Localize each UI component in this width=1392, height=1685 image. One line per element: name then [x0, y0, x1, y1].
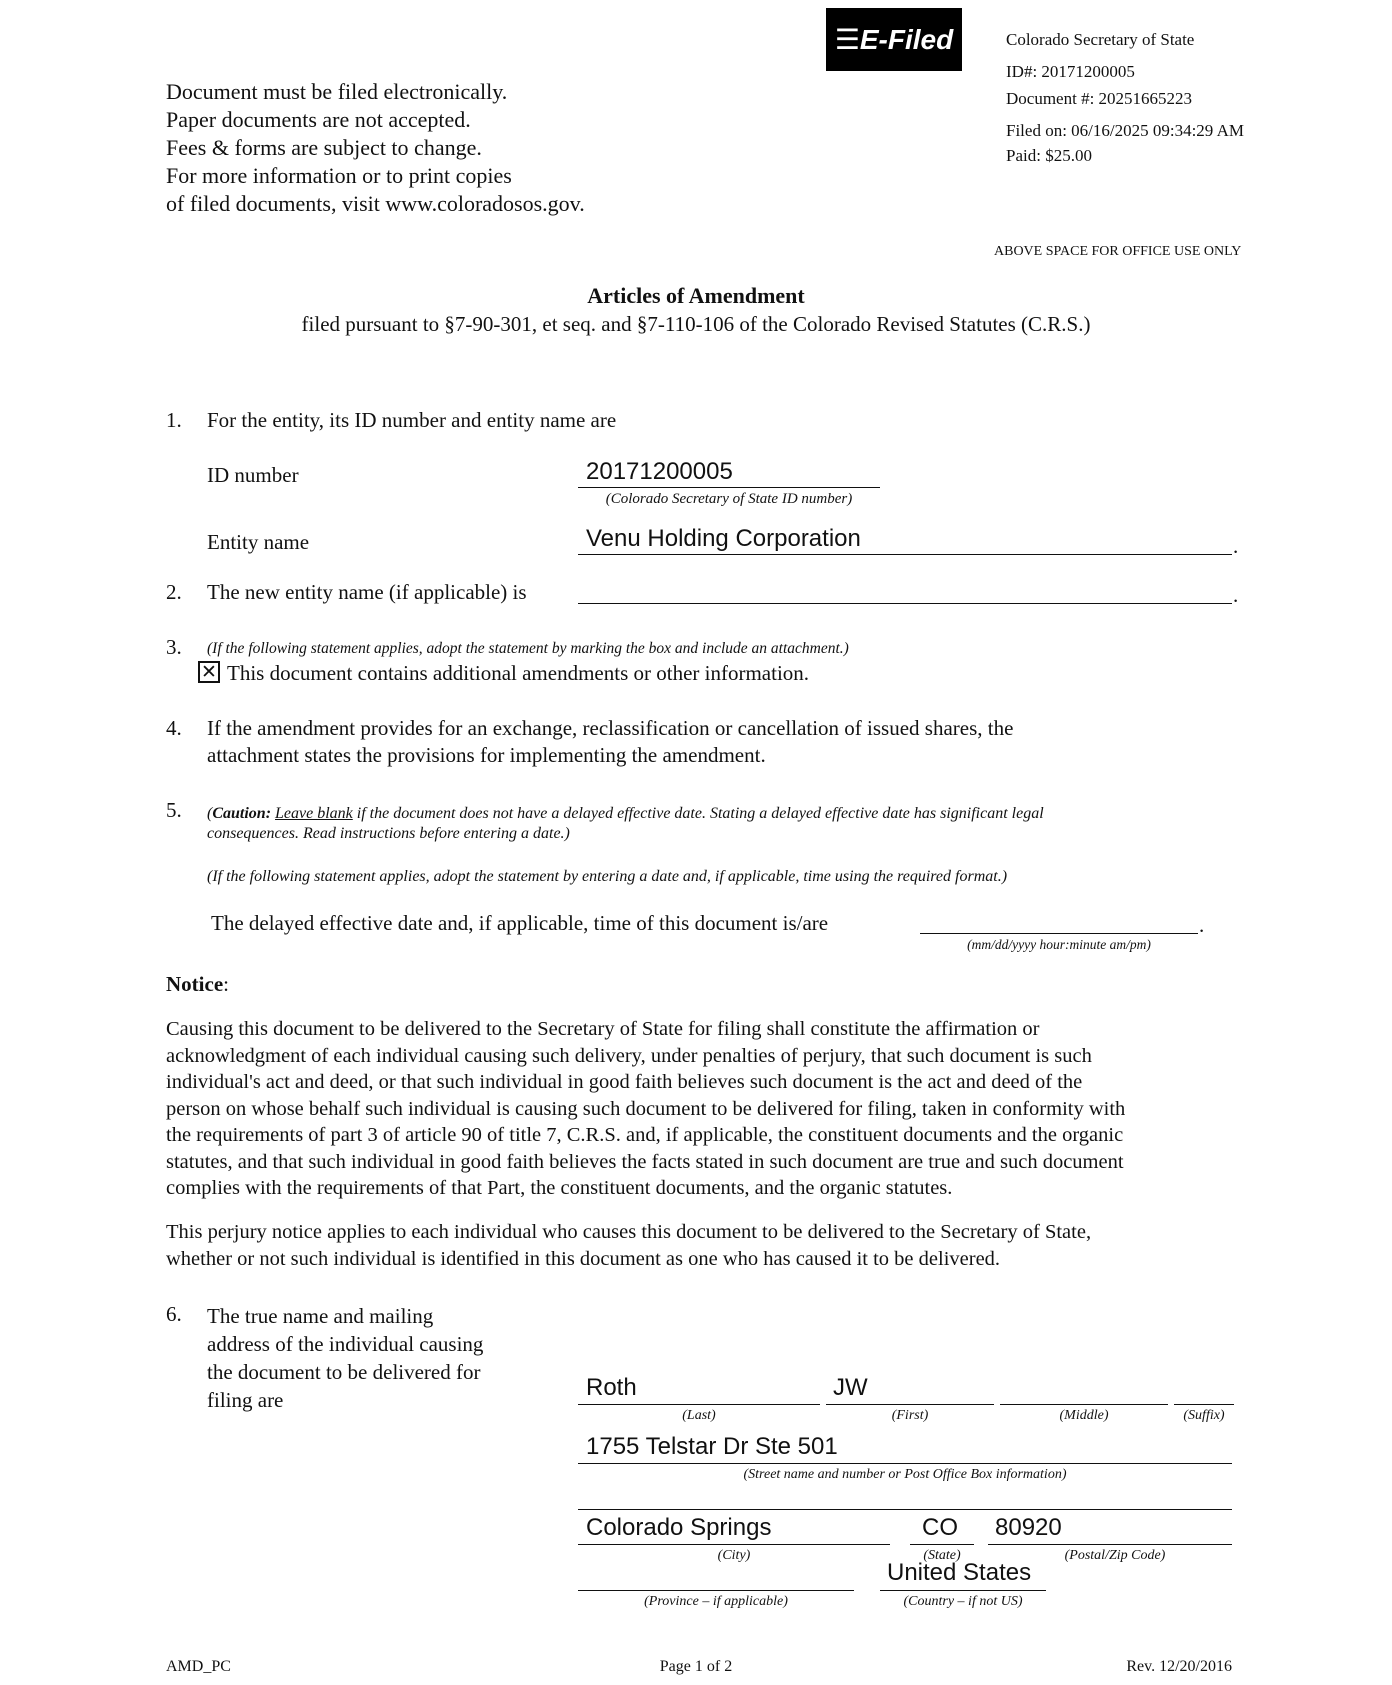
zip-caption: (Postal/Zip Code): [1064, 1548, 1166, 1563]
first-caption: (First): [891, 1408, 929, 1423]
item-6-number: 6.: [166, 1302, 182, 1326]
notice-line: the requirements of part 3 of article 90 of title 7, C.R.S. and, if applicable, the constituent documents and the organic: [166, 1124, 1124, 1146]
revision-date: Rev. 12/20/2016: [1126, 1658, 1232, 1675]
item-6-text-line: address of the individual causing: [207, 1332, 484, 1356]
id-number-label: ID number: [207, 463, 299, 487]
country-value[interactable]: United States: [887, 1559, 1032, 1586]
entity-name-value[interactable]: Venu Holding Corporation: [586, 525, 861, 552]
filing-note: of filed documents, visit www.coloradosos.gov.: [166, 191, 585, 216]
notice-line: acknowledgment of each individual causing such delivery, under penalties of perjury, that such document is such: [166, 1044, 1092, 1067]
suffix-underline: [1174, 1404, 1234, 1405]
notice-line: person on whose behalf such individual is causing such document to be delivered for filing, taken in conformity with: [166, 1097, 1126, 1120]
city-caption: (City): [717, 1548, 751, 1563]
entity-id-line: ID#: 20171200005: [1006, 62, 1135, 81]
item-4-number: 4.: [166, 716, 182, 740]
item-5-instruction: (If the following statement applies, adopt the statement by entering a date and, if applicable, time using the required format.): [207, 868, 1008, 885]
street-line-2-underline: [578, 1509, 1232, 1510]
caution-label: Caution:: [212, 805, 272, 822]
last-name-value[interactable]: Roth: [586, 1374, 637, 1401]
item-6-text-line: The true name and mailing: [207, 1304, 434, 1328]
street-underline: [578, 1463, 1232, 1464]
notice-paragraph-1: [166, 1016, 1232, 1202]
filed-on-line: Filed on: 06/16/2025 09:34:29 AM: [1006, 121, 1245, 140]
date-format-caption: (mm/dd/yyyy hour:minute am/pm): [967, 937, 1151, 952]
e-filed-label: E-Filed: [859, 23, 954, 55]
filing-note: Fees & forms are subject to change.: [166, 135, 482, 160]
filing-notes: [166, 78, 585, 218]
last-caption: (Last): [682, 1408, 716, 1423]
id-number-value[interactable]: 20171200005: [586, 458, 733, 485]
notice-line: statutes, and that such individual in good faith believes the facts stated in such document are true and such document: [166, 1150, 1124, 1173]
item-4-line-1: If the amendment provides for an exchange, reclassification or cancellation of issued shares, the: [207, 716, 1014, 740]
new-entity-name-period: .: [1233, 583, 1239, 607]
entity-name-underline: [578, 554, 1232, 555]
office-name: Colorado Secretary of State: [1006, 30, 1195, 49]
item-6-text-line: filing are: [207, 1388, 284, 1412]
e-filed-logo-icon: ☰: [834, 24, 858, 55]
notice-heading: [166, 972, 229, 997]
item-2-number: 2.: [166, 580, 182, 604]
item-5-text: The delayed effective date and, if applicable, time of this document is/are: [211, 911, 829, 935]
paid-line: Paid: $25.00: [1006, 146, 1092, 165]
e-filed-badge: [826, 8, 962, 71]
item-1-text: For the entity, its ID number and entity name are: [207, 408, 617, 432]
notice-line: complies with the requirements of that Part, the constituent documents, and the organic statutes.: [166, 1177, 953, 1199]
middle-name-underline: [1000, 1404, 1168, 1405]
notice-line: This perjury notice applies to each individual who causes this document to be delivered to the Secretary of State,: [166, 1221, 1092, 1243]
notice-heading-label: Notice: [166, 972, 224, 996]
state-underline: [910, 1544, 974, 1545]
suffix-caption: (Suffix): [1183, 1408, 1225, 1423]
street-caption: (Street name and number or Post Office Box information): [743, 1467, 1067, 1482]
id-number-caption: (Colorado Secretary of State ID number): [605, 491, 853, 507]
province-caption: (Province – if applicable): [644, 1594, 788, 1609]
new-entity-name-underline: [578, 603, 1232, 604]
country-caption: (Country – if not US): [903, 1594, 1023, 1609]
street-value[interactable]: 1755 Telstar Dr Ste 501: [586, 1433, 838, 1460]
document-title: Articles of Amendment: [587, 283, 805, 308]
additional-amendments-checkbox[interactable]: ✕: [198, 661, 220, 683]
item-2-text: The new entity name (if applicable) is: [207, 580, 527, 604]
delayed-effective-date-period: .: [1199, 913, 1205, 937]
item-3-text: This document contains additional amendments or other information.: [227, 661, 810, 685]
province-underline: [578, 1590, 854, 1591]
document-number-line: Document #: 20251665223: [1006, 89, 1193, 108]
filing-note: For more information or to print copies: [166, 163, 512, 188]
item-6-text: [207, 1302, 483, 1414]
caution-text: if the document does not have a delayed effective date. Stating a delayed effective date has significant legal: [352, 805, 1044, 822]
last-name-underline: [578, 1404, 820, 1405]
item-4-line-2: attachment states the provisions for implementing the amendment.: [207, 743, 766, 767]
notice-paragraph-2: [166, 1219, 1232, 1272]
state-value[interactable]: CO: [922, 1514, 958, 1541]
item-5-caution-line-2: consequences. Read instructions before entering a date.): [207, 825, 570, 842]
notice-line: Causing this document to be delivered to the Secretary of State for filing shall constitute the affirmation or: [166, 1018, 1040, 1040]
entity-name-label: Entity name: [207, 530, 310, 554]
item-6-text-line: the document to be delivered for: [207, 1360, 481, 1384]
caution-open-paren: (: [207, 805, 213, 822]
first-name-value[interactable]: JW: [833, 1374, 868, 1401]
country-underline: [880, 1590, 1046, 1591]
entity-name-period: .: [1233, 534, 1239, 558]
city-underline: [578, 1544, 890, 1545]
form-code: AMD_PC: [166, 1658, 231, 1675]
id-number-underline: [578, 487, 880, 488]
first-name-underline: [826, 1404, 994, 1405]
state-caption: (State): [923, 1548, 961, 1563]
delayed-effective-date-underline: [920, 933, 1198, 934]
notice-line: individual's act and deed, or that such individual in good faith believes such document is the act and deed of the: [166, 1071, 1083, 1093]
filing-note: Paper documents are not accepted.: [166, 107, 471, 132]
filing-note: Document must be filed electronically.: [166, 79, 508, 104]
item-3-number: 3.: [166, 635, 182, 659]
leave-blank-text: Leave blank: [275, 805, 353, 822]
zip-underline: [988, 1544, 1232, 1545]
notice-heading-colon: :: [223, 972, 229, 996]
zip-value[interactable]: 80920: [995, 1514, 1062, 1541]
middle-caption: (Middle): [1059, 1408, 1109, 1423]
notice-line: whether or not such individual is identified in this document as one who has caused it to be delivered.: [166, 1247, 1001, 1270]
office-use-label: ABOVE SPACE FOR OFFICE USE ONLY: [994, 244, 1242, 259]
item-1-number: 1.: [166, 408, 182, 432]
item-3-instruction: (If the following statement applies, adopt the statement by marking the box and include an attachment.): [207, 640, 849, 657]
city-value[interactable]: Colorado Springs: [586, 1514, 772, 1541]
page-number: Page 1 of 2: [659, 1658, 733, 1675]
document-subtitle: filed pursuant to §7-90-301, et seq. and §7-110-106 of the Colorado Revised Statutes (C.R.S.): [301, 312, 1091, 336]
item-5-number: 5.: [166, 798, 182, 822]
item-5-caution: [207, 805, 1044, 823]
